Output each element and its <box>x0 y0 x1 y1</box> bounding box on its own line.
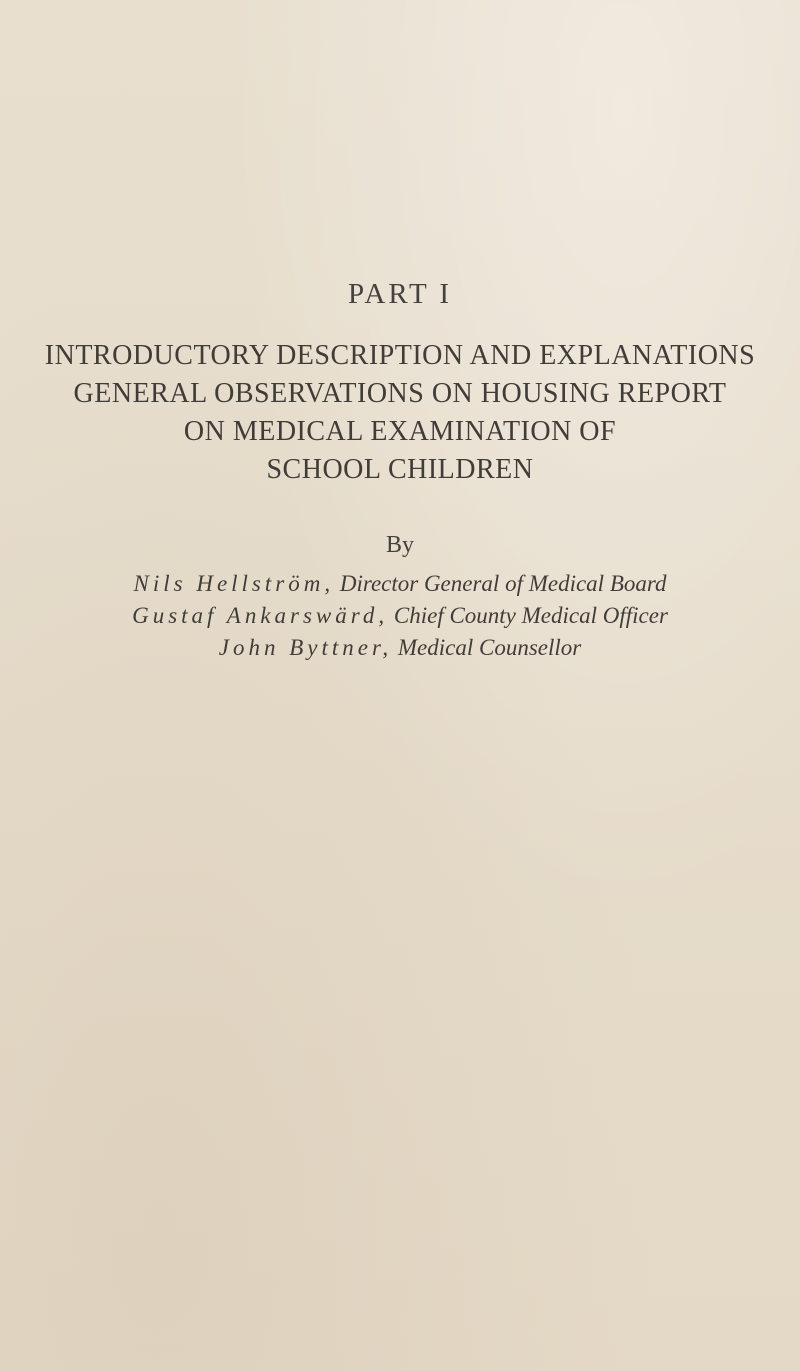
author-list <box>0 568 800 664</box>
document-title <box>0 337 800 489</box>
title-line-1: INTRODUCTORY DESCRIPTION AND EXPLANATIONS <box>44 340 756 371</box>
part-heading: PART I <box>347 278 453 310</box>
author-name: John Byttner, <box>218 635 393 660</box>
author-line-3 <box>0 632 800 664</box>
title-line-4: SCHOOL CHILDREN <box>266 454 534 485</box>
title-line-2: GENERAL OBSERVATIONS ON HOUSING REPORT <box>73 378 727 409</box>
title-line-3: ON MEDICAL EXAMINATION OF <box>183 416 617 447</box>
author-name: Gustaf Ankarswärd, <box>132 603 389 628</box>
author-line-2 <box>0 600 800 632</box>
author-name: Nils Hellström, <box>133 571 335 596</box>
author-role: Medical Counsellor <box>392 635 582 660</box>
author-role: Chief County Medical Officer <box>388 603 668 628</box>
author-line-1 <box>0 568 800 600</box>
author-role: Director General of Medical Board <box>334 571 667 596</box>
by-label: By <box>385 532 414 558</box>
